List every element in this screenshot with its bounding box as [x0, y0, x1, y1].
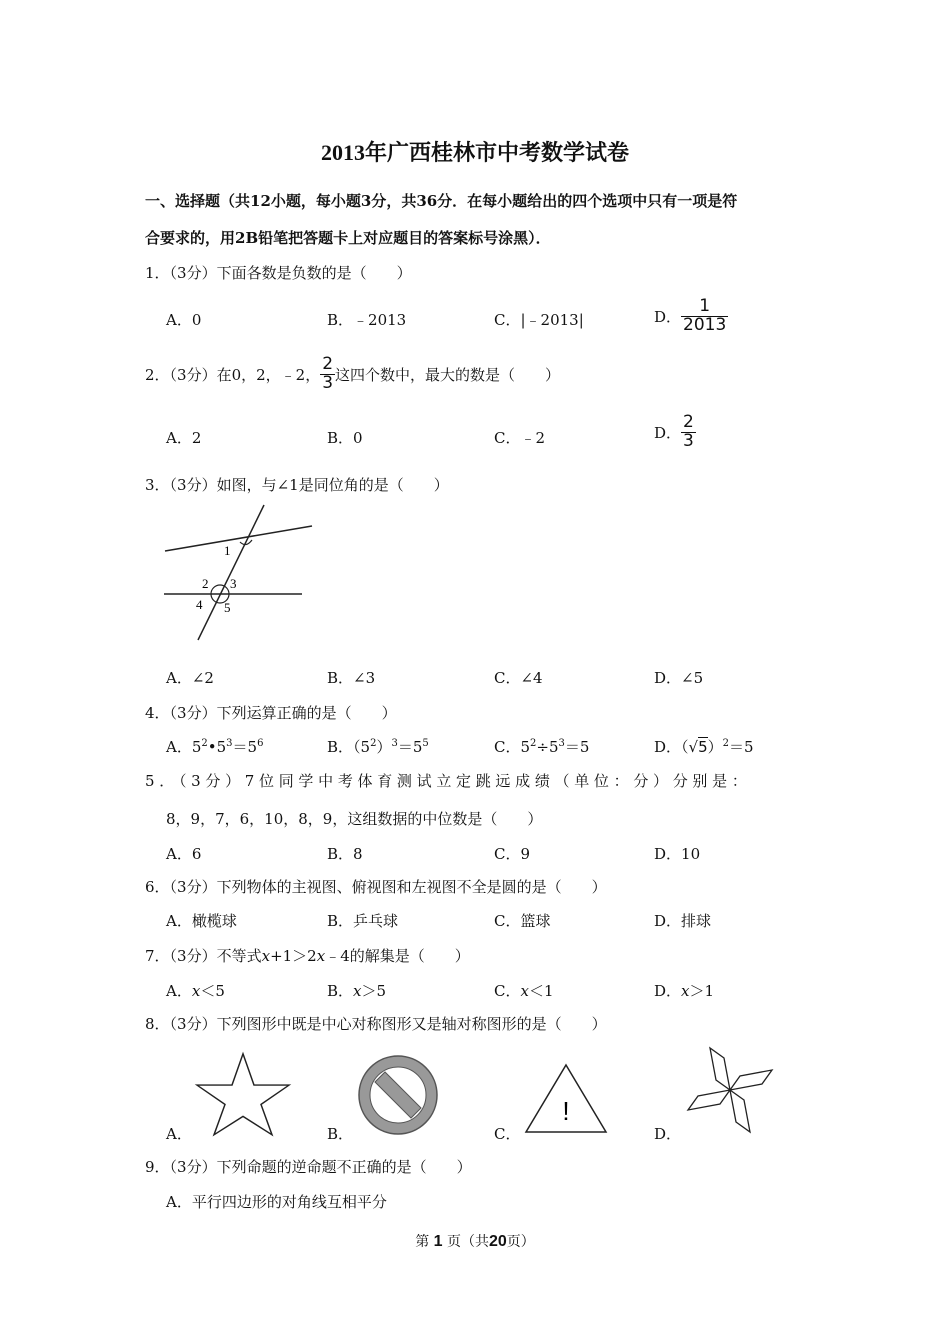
q7-stem-pre: 7．（3分）不等式 — [145, 947, 262, 965]
q3-option-a: A．∠2 — [166, 669, 214, 687]
page-footer — [0, 1231, 950, 1251]
q6-option-b: B．乒乓球 — [327, 912, 399, 930]
q7-option-b: B．x＞5 — [327, 982, 387, 1000]
footer-post: 页） — [506, 1234, 535, 1250]
q8-option-a-label: A． — [166, 1125, 192, 1143]
q2-option-b: B．0 — [327, 429, 363, 447]
footer-mid: 页（共 — [447, 1234, 489, 1250]
page-title: 2013年广西桂林市中考数学试卷 — [320, 140, 629, 165]
q4-option-b: B．$(5^2)^3=5^5$ — [327, 738, 429, 756]
q1-option-d — [654, 298, 728, 335]
option-label: C． — [494, 738, 521, 756]
q3-stem: 3．（3分）如图，与∠1是同位角的是（ ） — [145, 476, 449, 494]
option-label: D． — [654, 982, 682, 1000]
q3-angle-figure — [160, 500, 320, 645]
warning-mark: ! — [562, 1096, 570, 1126]
q2-stem-fraction — [320, 356, 335, 393]
q2-option-c: C．﹣2 — [494, 429, 546, 447]
q2-stem-pre: 2．（3分）在0，2，﹣2， — [145, 365, 321, 384]
section-heading-line1: 一、选择题（共12小题，每小题3分，共36分．在每小题给出的四个选项中只有一项是符 — [145, 192, 738, 210]
q1-option-d-fraction — [681, 298, 728, 335]
fraction-denominator: 3 — [683, 430, 694, 451]
q7-stem-post: 的解集是（ ） — [349, 947, 470, 965]
q7-stem: 7．（3分）不等式x+1＞2x﹣4的解集是（ ） — [145, 947, 470, 965]
q5-option-d: D．10 — [654, 845, 701, 863]
q5-stem-line2: 8，9，7，6，10，8，9，这组数据的中位数是（ ） — [166, 810, 543, 828]
q2-option-d-label: D． — [654, 423, 682, 442]
angle-label-5: 5 — [224, 600, 231, 615]
q4-option-a: A．$5^2•5^3=5^6$ — [166, 738, 264, 756]
q5-stem: 5．（3分）7位同学中考体育测试立定跳远成绩（单位：分）分别是： — [145, 772, 752, 790]
q6-option-c: C．篮球 — [494, 912, 551, 930]
q3-option-d: D．∠5 — [654, 669, 704, 687]
angle-label-4: 4 — [196, 597, 203, 612]
option-label: A． — [166, 738, 192, 756]
q1-stem: 1．（3分）下面各数是负数的是（ ） — [145, 264, 412, 282]
footer-page-number: 1 — [433, 1233, 443, 1250]
angle-label-3: 3 — [230, 576, 237, 591]
q2-option-a: A．2 — [166, 429, 202, 447]
q3-option-b: B．∠3 — [327, 669, 376, 687]
fraction-numerator: 2 — [322, 354, 334, 374]
footer-total-pages: 20 — [489, 1233, 507, 1250]
prohibition-sign-icon — [357, 1054, 439, 1136]
q4-option-d: D．$(√5)^2=5$ — [654, 738, 754, 756]
fraction-numerator: 2 — [683, 412, 694, 432]
q1-option-b: B．﹣2013 — [327, 311, 407, 329]
q4-option-c: C．$5^2\div 5^3=5$ — [494, 738, 590, 756]
q7-option-c: C．x＜1 — [494, 982, 554, 1000]
fraction-denominator: 2013 — [683, 314, 727, 335]
fraction-numerator: 1 — [699, 296, 711, 316]
q2-option-d — [654, 414, 696, 451]
q8-option-b-label: B． — [327, 1125, 354, 1143]
q7-option-a: A．x＜5 — [166, 982, 225, 1000]
q2-stem — [145, 356, 560, 393]
transversal-line — [198, 505, 264, 640]
q8-option-d-label: D． — [654, 1125, 682, 1143]
q5-option-c: C．9 — [494, 845, 531, 863]
q2-stem-post: 这四个数中，最大的数是（ ） — [335, 365, 561, 384]
option-label: B． — [327, 982, 354, 1000]
upper-line — [165, 526, 312, 551]
q1-option-c: C．|﹣2013| — [494, 311, 584, 329]
pinwheel-icon — [684, 1046, 776, 1136]
angle-label-1: 1 — [224, 543, 231, 558]
q1-option-d-label: D． — [654, 307, 682, 326]
option-label: B． — [327, 738, 354, 756]
q8-stem: 8．（3分）下列图形中既是中心对称图形又是轴对称图形的是（ ） — [145, 1015, 607, 1033]
angle-label-2: 2 — [202, 576, 209, 591]
q3-option-c: C．∠4 — [494, 669, 543, 687]
q7-option-d: D．x＞1 — [654, 982, 715, 1000]
q5-option-b: B．8 — [327, 845, 363, 863]
q2-option-d-fraction — [681, 414, 696, 451]
footer-pre: 第 — [415, 1234, 430, 1250]
fraction-denominator: 3 — [322, 372, 334, 393]
q8-option-c-label: C． — [494, 1125, 521, 1143]
star-icon — [194, 1052, 294, 1136]
q4-stem: 4．（3分）下列运算正确的是（ ） — [145, 704, 397, 722]
option-label: C． — [494, 982, 521, 1000]
q5-option-a: A．6 — [166, 845, 202, 863]
q9-stem: 9．（3分）下列命题的逆命题不正确的是（ ） — [145, 1158, 472, 1176]
warning-triangle-icon — [522, 1062, 610, 1136]
q6-option-d: D．排球 — [654, 912, 712, 930]
section-heading-line2: 合要求的，用2B铅笔把答题卡上对应题目的答案标号涂黑）． — [145, 229, 551, 247]
sqrt-sign: √ — [688, 738, 699, 756]
option-label: A． — [166, 982, 192, 1000]
option-label: D． — [654, 738, 682, 756]
q9-option-a: A．平行四边形的对角线互相平分 — [166, 1193, 387, 1211]
q6-option-a: A．橄榄球 — [166, 912, 237, 930]
q6-stem: 6．（3分）下列物体的主视图、俯视图和左视图不全是圆的是（ ） — [145, 878, 607, 896]
q1-option-a: A．0 — [166, 311, 202, 329]
